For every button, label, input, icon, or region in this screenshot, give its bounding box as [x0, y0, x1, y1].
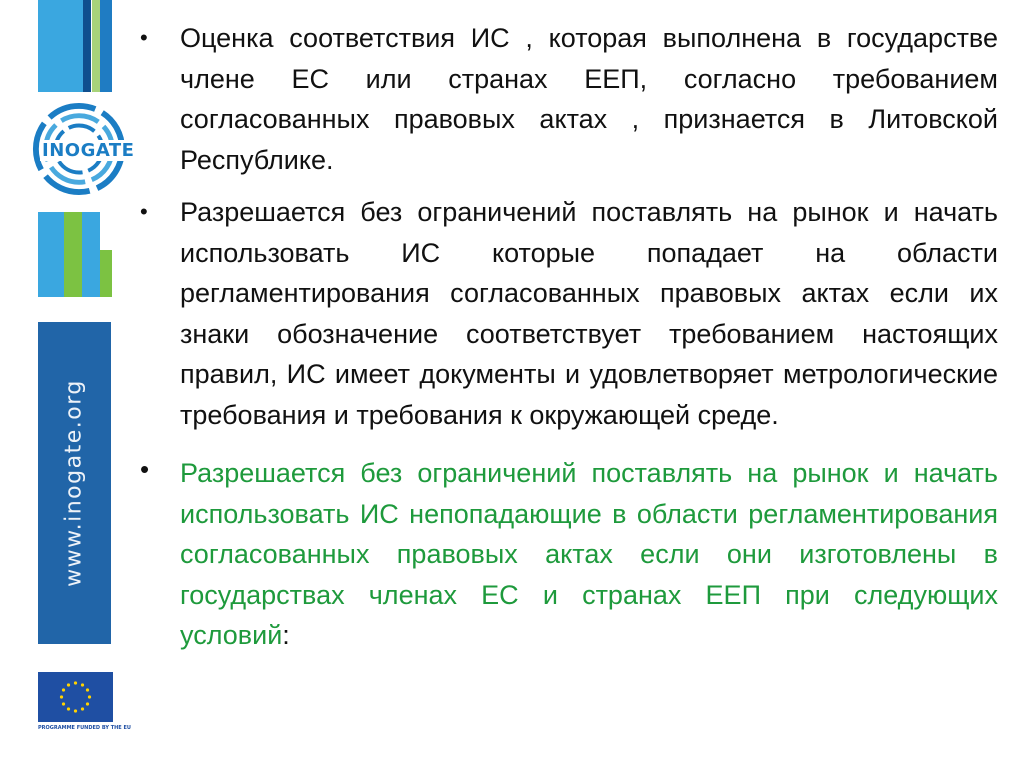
bullet-text: Разрешается без ограничений поставлять на рынок и начать использовать ИС непопадающие в области регламентирования согласованных правовых актах если они изготовлены в государствах членах ЕС и странах ЕЕП при следующих условий — [180, 458, 998, 650]
bullet-item — [138, 453, 998, 656]
decor-block — [100, 0, 112, 92]
bullet-item — [138, 192, 998, 435]
slide-content — [138, 18, 998, 656]
eu-caption: PROGRAMME FUNDED BY THE EU — [38, 725, 131, 731]
decor-block — [100, 250, 112, 297]
website-url: www.inogate.org — [61, 379, 87, 587]
bullet-item — [138, 18, 998, 180]
bullet-marker: • — [140, 25, 148, 50]
logo-text: INOGATE — [42, 140, 135, 161]
bullet-text: Оценка соответствия ИС , которая выполнена в государстве члене ЕС или странах ЕЕП, согласно требованием согласованных правовых актах , признается в Литовской Республике. — [180, 23, 998, 175]
bullet-suffix: : — [282, 620, 290, 650]
bullet-marker: • — [140, 454, 150, 484]
decor-block — [38, 0, 83, 92]
bullet-text: Разрешается без ограничений поставлять на рынок и начать использовать ИС которые попадает на области регламентирования согласованных правовых актах если их знаки обозначение соответствует требованием настоящих правил, ИС имеет документы и удовлетворяет метрологические требования и требования к окружающей среде. — [180, 197, 998, 430]
eu-flag-icon — [38, 672, 113, 722]
bullet-marker: • — [140, 199, 148, 224]
decor-block — [82, 212, 100, 297]
decor-block — [83, 0, 91, 92]
decor-block — [38, 212, 64, 297]
decor-block — [92, 0, 100, 92]
left-decorative-strip — [0, 0, 135, 768]
decor-block — [64, 212, 82, 297]
